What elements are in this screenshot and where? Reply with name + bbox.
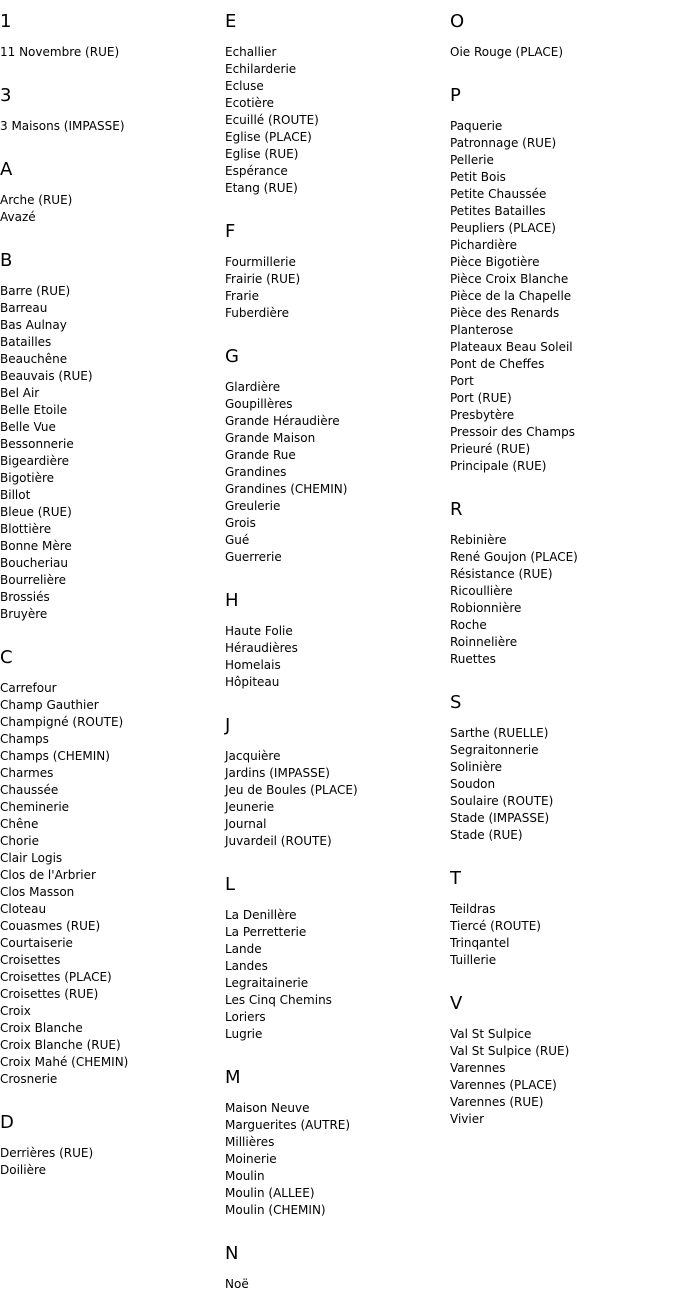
street-link[interactable]: Hôpiteau [225, 675, 280, 689]
letter-heading: P [450, 85, 461, 106]
street-link[interactable]: Fuberdière [225, 306, 289, 320]
street-link[interactable]: Loriers [225, 1010, 266, 1024]
letter-heading: R [450, 499, 463, 520]
street-link[interactable]: Bel Air [0, 386, 40, 400]
street-link[interactable]: Clos Masson [0, 885, 75, 899]
street-link[interactable]: Sarthe (RUELLE) [450, 726, 549, 740]
street-link[interactable]: Val St Sulpice (RUE) [450, 1044, 570, 1058]
street-link[interactable]: Trinqantel [450, 936, 510, 950]
street-link[interactable]: Courtaiserie [0, 936, 73, 950]
street-link[interactable]: Croisettes (RUE) [0, 987, 99, 1001]
section-spacer [450, 969, 670, 992]
street-link[interactable]: Croix Blanche [0, 1021, 83, 1035]
street-link[interactable]: Grandines (CHEMIN) [225, 482, 348, 496]
section-spacer [0, 1088, 220, 1111]
street-list [450, 532, 670, 668]
street-link[interactable]: Peupliers (PLACE) [450, 221, 556, 235]
letter-section [225, 714, 445, 873]
street-link[interactable]: Beauchêne [0, 352, 68, 366]
street-link[interactable]: Legraitainerie [225, 976, 309, 990]
street-link[interactable]: Lugrie [225, 1027, 263, 1041]
street-link[interactable]: Petit Bois [450, 170, 506, 184]
street-link[interactable]: Charmes [0, 766, 54, 780]
street-link[interactable]: Croix Mahé (CHEMIN) [0, 1055, 129, 1069]
letter-heading: A [0, 159, 13, 180]
street-link[interactable]: Presbytère [450, 408, 515, 422]
street-link[interactable]: Brossiés [0, 590, 50, 604]
letter-heading: F [225, 221, 236, 242]
street-link[interactable]: Carrefour [0, 681, 57, 695]
street-link[interactable]: Croisettes [0, 953, 61, 967]
street-link[interactable]: Pichardière [450, 238, 517, 252]
street-list [0, 283, 220, 623]
street-link[interactable]: Croisettes (PLACE) [0, 970, 112, 984]
street-link[interactable]: Derrières (RUE) [0, 1146, 94, 1160]
street-link[interactable]: Jacquière [225, 749, 281, 763]
street-list [450, 901, 670, 969]
section-spacer [225, 691, 445, 714]
street-link[interactable]: Cheminerie [0, 800, 70, 814]
street-link[interactable]: Ruettes [450, 652, 496, 666]
street-link[interactable]: Boucheriau [0, 556, 68, 570]
street-link[interactable]: Billot [0, 488, 31, 502]
street-link[interactable]: Belle Vue [0, 420, 56, 434]
street-link[interactable]: Noë [225, 1277, 249, 1291]
street-link[interactable]: Millières [225, 1135, 275, 1149]
letter-section [225, 873, 445, 1066]
street-link[interactable]: Soudon [450, 777, 496, 791]
letter-heading: J [225, 715, 231, 736]
street-link[interactable]: Pièce Croix Blanche [450, 272, 569, 286]
letter-heading: V [450, 993, 463, 1014]
section-spacer [225, 322, 445, 345]
street-link[interactable]: Soulaire (ROUTE) [450, 794, 554, 808]
street-list [0, 680, 220, 1088]
street-list [225, 1100, 445, 1219]
street-link[interactable]: Moulin [225, 1169, 265, 1183]
street-link[interactable]: Ecuillé (ROUTE) [225, 113, 319, 127]
letter-heading: B [0, 250, 13, 271]
street-link[interactable]: Jeunerie [225, 800, 275, 814]
street-link[interactable]: René Goujon (PLACE) [450, 550, 578, 564]
street-link[interactable]: Crosnerie [0, 1072, 58, 1086]
street-link[interactable]: Héraudières [225, 641, 298, 655]
letter-section [0, 84, 220, 158]
street-link[interactable]: Landes [225, 959, 268, 973]
section-spacer [225, 850, 445, 873]
street-link[interactable]: Couasmes (RUE) [0, 919, 101, 933]
street-link[interactable]: Oie Rouge (PLACE) [450, 45, 564, 59]
street-link[interactable]: Port (RUE) [450, 391, 512, 405]
letter-section [0, 1111, 220, 1179]
section-spacer [225, 566, 445, 589]
street-link[interactable]: Roinnelière [450, 635, 518, 649]
street-list [225, 748, 445, 850]
street-link[interactable]: Port [450, 374, 474, 388]
street-link[interactable]: Homelais [225, 658, 281, 672]
street-list [225, 44, 445, 197]
street-link[interactable]: Arche (RUE) [0, 193, 73, 207]
street-list [225, 379, 445, 566]
street-link[interactable]: Bigeardière [0, 454, 70, 468]
street-link[interactable]: Les Cinq Chemins [225, 993, 332, 1007]
street-link[interactable]: Espérance [225, 164, 288, 178]
street-list [0, 118, 220, 135]
letter-heading: 1 [0, 11, 12, 32]
street-link[interactable]: Frairie (RUE) [225, 272, 301, 286]
street-link[interactable]: Marguerites (AUTRE) [225, 1118, 351, 1132]
section-spacer [0, 135, 220, 158]
street-link[interactable]: Bonne Mère [0, 539, 72, 553]
street-link[interactable]: Juvardeil (ROUTE) [225, 834, 332, 848]
street-link[interactable]: Clos de l'Arbrier [0, 868, 96, 882]
street-link[interactable]: Doilière [0, 1163, 47, 1177]
letter-section [225, 220, 445, 345]
street-link[interactable]: Barre (RUE) [0, 284, 71, 298]
street-link[interactable]: Bas Aulnay [0, 318, 67, 332]
street-link[interactable]: Ecotière [225, 96, 274, 110]
street-list [225, 907, 445, 1043]
street-link[interactable]: Val St Sulpice [450, 1027, 532, 1041]
street-link[interactable]: Avazé [0, 210, 36, 224]
street-link[interactable]: Goupillères [225, 397, 293, 411]
street-link[interactable]: Cloteau [0, 902, 47, 916]
street-link[interactable]: La Perretterie [225, 925, 307, 939]
street-link[interactable]: Journal [225, 817, 267, 831]
street-link[interactable]: Lande [225, 942, 262, 956]
street-link[interactable]: Bigotière [0, 471, 54, 485]
section-spacer [450, 668, 670, 691]
street-link[interactable]: Plateaux Beau Soleil [450, 340, 573, 354]
street-link[interactable]: Bourrelière [0, 573, 67, 587]
letter-heading: S [450, 692, 462, 713]
street-link[interactable]: Moulin (ALLEE) [225, 1186, 315, 1200]
street-link[interactable]: Pressoir des Champs [450, 425, 575, 439]
street-link[interactable]: Moinerie [225, 1152, 277, 1166]
letter-section [0, 249, 220, 646]
street-link[interactable]: Echilarderie [225, 62, 297, 76]
letter-section [450, 84, 670, 498]
street-list [450, 44, 670, 61]
street-link[interactable]: Etang (RUE) [225, 181, 298, 195]
street-link[interactable]: Varennes (PLACE) [450, 1078, 557, 1092]
street-list [450, 1026, 670, 1128]
street-link[interactable]: Gué [225, 533, 250, 547]
street-list [0, 1145, 220, 1179]
letter-section [225, 1066, 445, 1242]
street-link[interactable]: Rebinière [450, 533, 507, 547]
street-link[interactable]: Grande Héraudière [225, 414, 340, 428]
street-link[interactable]: Beauvais (RUE) [0, 369, 93, 383]
letter-heading: L [225, 874, 236, 895]
street-link[interactable]: Tiercé (ROUTE) [450, 919, 541, 933]
street-link[interactable]: Jeu de Boules (PLACE) [225, 783, 358, 797]
letter-heading: 3 [0, 85, 12, 106]
street-link[interactable]: Eglise (PLACE) [225, 130, 312, 144]
street-link[interactable]: Teildras [450, 902, 496, 916]
street-link[interactable]: Segraitonnerie [450, 743, 539, 757]
street-index-column-3 [450, 10, 670, 1128]
street-link[interactable]: Chêne [0, 817, 39, 831]
street-link[interactable]: Croix [0, 1004, 31, 1018]
street-link[interactable]: Ricoullière [450, 584, 513, 598]
street-link[interactable]: Pièce Bigotière [450, 255, 540, 269]
letter-section [450, 498, 670, 691]
street-link[interactable]: Stade (IMPASSE) [450, 811, 550, 825]
street-link[interactable]: Robionnière [450, 601, 522, 615]
section-spacer [225, 197, 445, 220]
street-list [450, 725, 670, 844]
street-link[interactable]: Chorie [0, 834, 39, 848]
section-spacer [225, 1219, 445, 1242]
letter-heading: E [225, 11, 237, 32]
street-link[interactable]: Barreau [0, 301, 48, 315]
street-list [0, 192, 220, 226]
street-link[interactable]: Champigné (ROUTE) [0, 715, 124, 729]
street-link[interactable]: La Denillère [225, 908, 297, 922]
street-link[interactable]: Prieuré (RUE) [450, 442, 531, 456]
street-link[interactable]: Patronnage (RUE) [450, 136, 557, 150]
street-link[interactable]: Varennes (RUE) [450, 1095, 544, 1109]
street-list [0, 44, 220, 61]
street-link[interactable]: Vivier [450, 1112, 485, 1126]
street-link[interactable]: Pont de Cheffes [450, 357, 545, 371]
street-link[interactable]: Stade (RUE) [450, 828, 523, 842]
street-link[interactable]: Chaussée [0, 783, 59, 797]
section-spacer [0, 61, 220, 84]
letter-section [450, 867, 670, 992]
street-link[interactable]: Ecluse [225, 79, 264, 93]
street-link[interactable]: Maison Neuve [225, 1101, 310, 1115]
street-link[interactable]: Paquerie [450, 119, 503, 133]
letter-heading: D [0, 1112, 14, 1133]
street-index-column-2 [225, 10, 445, 1293]
letter-section [225, 10, 445, 220]
street-link[interactable]: Résistance (RUE) [450, 567, 553, 581]
street-link[interactable]: Solinière [450, 760, 503, 774]
street-link[interactable]: Petite Chaussée [450, 187, 547, 201]
letter-heading: M [225, 1067, 241, 1088]
section-spacer [450, 61, 670, 84]
letter-heading: G [225, 346, 239, 367]
street-link[interactable]: Champ Gauthier [0, 698, 99, 712]
section-spacer [0, 226, 220, 249]
letter-section [450, 992, 670, 1128]
street-link[interactable]: Belle Etoile [0, 403, 68, 417]
street-link[interactable]: Grande Maison [225, 431, 316, 445]
street-link[interactable]: Pièce des Renards [450, 306, 560, 320]
letter-section [225, 345, 445, 589]
street-link[interactable]: Croix Blanche (RUE) [0, 1038, 121, 1052]
section-spacer [225, 1043, 445, 1066]
street-link[interactable]: Tuillerie [450, 953, 497, 967]
street-list [450, 118, 670, 475]
street-list [225, 1276, 445, 1293]
street-link[interactable]: Guerrerie [225, 550, 282, 564]
letter-section [0, 10, 220, 84]
street-link[interactable]: Glardière [225, 380, 281, 394]
section-spacer [450, 844, 670, 867]
street-list [225, 254, 445, 322]
street-link[interactable]: Greulerie [225, 499, 281, 513]
street-link[interactable]: Varennes [450, 1061, 506, 1075]
letter-section [225, 589, 445, 714]
letter-section [0, 646, 220, 1111]
street-link[interactable]: Clair Logis [0, 851, 63, 865]
street-link[interactable]: Champs (CHEMIN) [0, 749, 110, 763]
street-list [225, 623, 445, 691]
street-link[interactable]: Grande Rue [225, 448, 296, 462]
street-link[interactable]: 11 Novembre (RUE) [0, 45, 120, 59]
street-link[interactable]: Fourmillerie [225, 255, 296, 269]
letter-heading: T [450, 868, 461, 889]
street-link[interactable]: Bruyère [0, 607, 48, 621]
street-link[interactable]: Jardins (IMPASSE) [225, 766, 330, 780]
street-link[interactable]: Planterose [450, 323, 514, 337]
street-link[interactable]: Haute Folie [225, 624, 293, 638]
letter-heading: H [225, 590, 239, 611]
street-link[interactable]: Moulin (CHEMIN) [225, 1203, 326, 1217]
street-link[interactable]: Champs [0, 732, 49, 746]
street-link[interactable]: Frarie [225, 289, 259, 303]
street-link[interactable]: Grois [225, 516, 256, 530]
street-link[interactable]: Principale (RUE) [450, 459, 547, 473]
letter-heading: O [450, 11, 465, 32]
section-spacer [450, 475, 670, 498]
street-index-column-1 [0, 10, 220, 1179]
street-link[interactable]: Eglise (RUE) [225, 147, 299, 161]
letter-section [450, 691, 670, 867]
street-link[interactable]: Petites Batailles [450, 204, 546, 218]
letter-heading: N [225, 1243, 239, 1264]
street-link[interactable]: Grandines [225, 465, 287, 479]
street-link[interactable]: Pièce de la Chapelle [450, 289, 572, 303]
letter-section [225, 1242, 445, 1293]
street-link[interactable]: Echallier [225, 45, 277, 59]
street-link[interactable]: Blottière [0, 522, 52, 536]
street-link[interactable]: Pellerie [450, 153, 494, 167]
street-link[interactable]: Batailles [0, 335, 52, 349]
letter-section [0, 158, 220, 249]
section-spacer [0, 623, 220, 646]
letter-section [450, 10, 670, 84]
street-link[interactable]: Bleue (RUE) [0, 505, 72, 519]
street-link[interactable]: 3 Maisons (IMPASSE) [0, 119, 125, 133]
letter-heading: C [0, 647, 13, 668]
street-link[interactable]: Bessonnerie [0, 437, 74, 451]
street-link[interactable]: Roche [450, 618, 487, 632]
